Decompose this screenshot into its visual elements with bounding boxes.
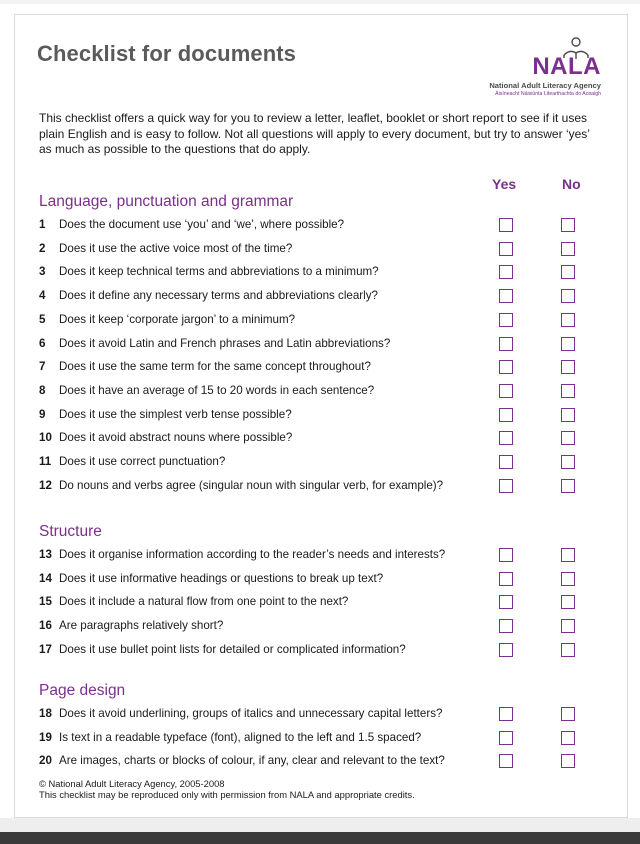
yes-checkbox[interactable] — [499, 431, 513, 445]
no-column-header: No — [562, 176, 581, 192]
yes-checkbox[interactable] — [499, 595, 513, 609]
item-question: Are images, charts or blocks of colour, if any, clear and relevant to the text? — [59, 754, 445, 768]
item-number: 14 — [39, 571, 52, 585]
no-checkbox[interactable] — [561, 548, 575, 562]
item-question: Does it use correct punctuation? — [59, 455, 226, 468]
yes-checkbox[interactable] — [499, 384, 513, 398]
footer — [39, 778, 605, 800]
yes-checkbox[interactable] — [499, 548, 513, 562]
item-question: Does it avoid Latin and French phrases and Latin abbreviations? — [59, 336, 391, 350]
checklist-item — [39, 704, 599, 724]
yes-checkbox[interactable] — [499, 754, 513, 768]
checklist-item — [39, 545, 599, 565]
checklist-item — [39, 357, 599, 377]
item-number: 7 — [39, 360, 46, 374]
yes-checkbox[interactable] — [499, 707, 513, 721]
document-page — [14, 14, 628, 818]
section-title: Language, punctuation and grammar — [39, 193, 294, 210]
yes-checkbox[interactable] — [499, 313, 513, 327]
item-question: Does it use informative headings or questions to break up text? — [59, 571, 384, 585]
item-number: 19 — [39, 730, 52, 744]
checklist-item — [39, 728, 599, 748]
no-checkbox[interactable] — [561, 242, 575, 256]
page-gap — [0, 818, 640, 832]
item-number: 3 — [39, 265, 46, 279]
checklist-item — [39, 751, 599, 771]
item-number: 5 — [39, 312, 46, 326]
item-question: Does it avoid abstract nouns where possible? — [59, 431, 293, 445]
checklist-item — [39, 640, 599, 660]
no-checkbox[interactable] — [561, 408, 575, 422]
top-rule — [0, 0, 640, 4]
no-checkbox[interactable] — [561, 455, 575, 469]
yes-checkbox[interactable] — [499, 479, 513, 493]
item-number: 6 — [39, 336, 46, 350]
logo-wordmark: NALA — [532, 53, 601, 80]
yes-checkbox[interactable] — [499, 337, 513, 351]
item-question: Does it use the simplest verb tense possible? — [59, 407, 292, 421]
item-question: Does it use the active voice most of the time? — [59, 241, 293, 255]
item-number: 16 — [39, 619, 52, 633]
no-checkbox[interactable] — [561, 289, 575, 303]
item-question: Are paragraphs relatively short? — [59, 619, 224, 633]
item-question: Do nouns and verbs agree (singular noun with singular verb, for example)? — [59, 478, 444, 492]
yes-checkbox[interactable] — [499, 218, 513, 232]
copyright-line: © National Adult Literacy Agency, 2005-2008 — [39, 778, 225, 789]
item-number: 8 — [39, 383, 46, 397]
item-question: Does the document use ‘you’ and ‘we’, where possible? — [59, 218, 345, 231]
yes-checkbox[interactable] — [499, 572, 513, 586]
item-number: 10 — [39, 431, 52, 445]
item-question: Does it organise information according to the reader’s needs and interests? — [59, 548, 446, 561]
checklist-item — [39, 381, 599, 401]
checklist-item — [39, 215, 599, 235]
no-checkbox[interactable] — [561, 754, 575, 768]
no-checkbox[interactable] — [561, 265, 575, 279]
no-checkbox[interactable] — [561, 619, 575, 633]
item-number: 18 — [39, 707, 52, 720]
logo-org-name-irish: Áisíneacht Náisiúnta Litearthachta do Aosaigh — [495, 91, 601, 97]
yes-checkbox[interactable] — [499, 265, 513, 279]
no-checkbox[interactable] — [561, 479, 575, 493]
item-question: Does it keep ‘corporate jargon’ to a minimum? — [59, 312, 296, 326]
item-question: Does it include a natural flow from one point to the next? — [59, 595, 349, 609]
yes-checkbox[interactable] — [499, 619, 513, 633]
no-checkbox[interactable] — [561, 731, 575, 745]
checklist-item — [39, 616, 599, 636]
page-title: Checklist for documents — [37, 41, 297, 66]
no-checkbox[interactable] — [561, 360, 575, 374]
yes-checkbox[interactable] — [499, 408, 513, 422]
item-question: Does it have an average of 15 to 20 words in each sentence? — [59, 383, 375, 397]
no-checkbox[interactable] — [561, 431, 575, 445]
checklist-item — [39, 476, 599, 496]
item-number: 17 — [39, 642, 52, 656]
item-question: Does it avoid underlining, groups of italics and unnecessary capital letters? — [59, 707, 443, 720]
item-number: 4 — [39, 289, 46, 303]
yes-checkbox[interactable] — [499, 643, 513, 657]
yes-checkbox[interactable] — [499, 360, 513, 374]
item-question: Does it use bullet point lists for detailed or complicated information? — [59, 642, 406, 656]
intro-paragraph: This checklist offers a quick way for you to review a letter, leaflet, booklet or short report to see if it uses plain English and is easy to follow. Not all questions will apply to every document, but try to answer ‘yes’ as much as possible to the questions that do apply. — [39, 111, 590, 156]
nala-logo — [453, 37, 603, 107]
yes-checkbox[interactable] — [499, 242, 513, 256]
item-number: 12 — [39, 478, 52, 492]
no-checkbox[interactable] — [561, 643, 575, 657]
item-number: 1 — [39, 218, 46, 231]
no-checkbox[interactable] — [561, 707, 575, 721]
item-number: 15 — [39, 595, 52, 609]
no-checkbox[interactable] — [561, 313, 575, 327]
checklist-item — [39, 452, 599, 472]
checklist-item — [39, 310, 599, 330]
yes-checkbox[interactable] — [499, 731, 513, 745]
item-number: 2 — [39, 241, 46, 255]
item-question: Does it keep technical terms and abbreviations to a minimum? — [59, 265, 379, 279]
item-question: Is text in a readable typeface (font), aligned to the left and 1.5 spaced? — [59, 730, 422, 744]
item-number: 13 — [39, 548, 52, 561]
no-checkbox[interactable] — [561, 337, 575, 351]
item-question: Does it define any necessary terms and abbreviations clearly? — [59, 289, 378, 303]
checklist-item — [39, 239, 599, 259]
no-checkbox[interactable] — [561, 384, 575, 398]
yes-checkbox[interactable] — [499, 289, 513, 303]
no-checkbox[interactable] — [561, 572, 575, 586]
checklist-item — [39, 569, 599, 589]
checklist-item — [39, 405, 599, 425]
item-number: 9 — [39, 407, 46, 421]
checklist-item — [39, 286, 599, 306]
section-title: Page design — [39, 682, 126, 699]
no-checkbox[interactable] — [561, 595, 575, 609]
logo-org-name: National Adult Literacy Agency — [489, 81, 601, 90]
checklist-item — [39, 334, 599, 354]
checklist-item — [39, 592, 599, 612]
checklist-item — [39, 262, 599, 282]
viewer-bottom-bar — [0, 832, 640, 844]
section-title: Structure — [39, 523, 102, 540]
item-number: 11 — [39, 455, 52, 468]
yes-column-header: Yes — [492, 176, 517, 192]
yes-checkbox[interactable] — [499, 455, 513, 469]
checklist-item — [39, 428, 599, 448]
no-checkbox[interactable] — [561, 218, 575, 232]
item-question: Does it use the same term for the same concept throughout? — [59, 360, 371, 374]
permission-line: This checklist may be reproduced only with permission from NALA and appropriate credits. — [39, 789, 415, 800]
item-number: 20 — [39, 754, 52, 768]
